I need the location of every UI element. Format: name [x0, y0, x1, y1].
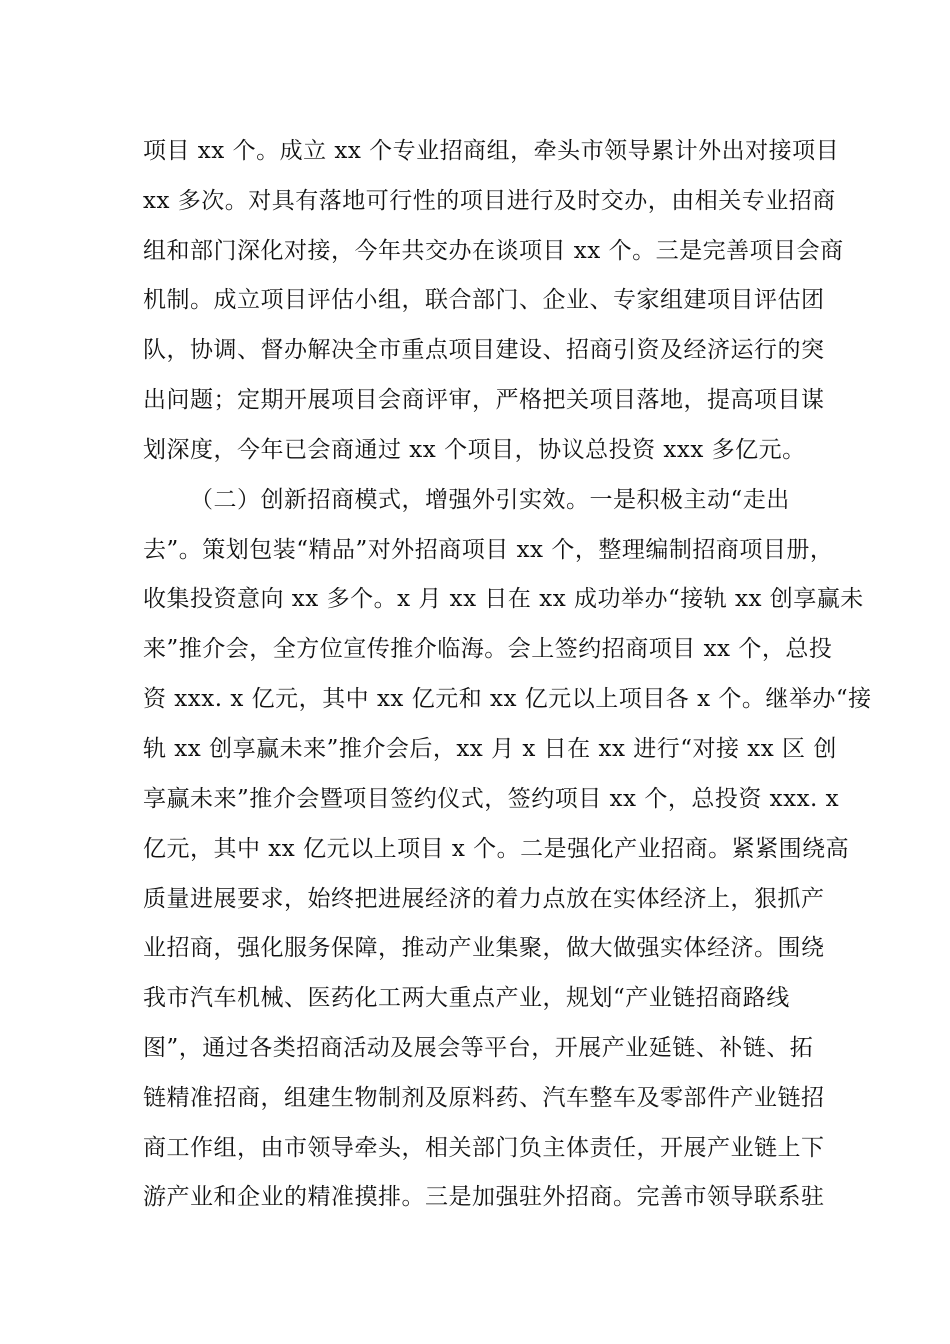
section-heading-line: （二）创新招商模式，增强外引实效。一是积极主动“走出	[190, 487, 790, 513]
text-line: 质量进展要求，始终把进展经济的着力点放在实体经济上，狠抓产	[143, 886, 825, 912]
text-line: 去”。策划包装“精品”对外招商项目 xx 个，整理编制招商项目册，	[143, 537, 834, 563]
text-line: 我市汽车机械、医药化工两大重点产业，规划“产业链招商路线	[143, 985, 790, 1011]
text-line: xx 多次。对具有落地可行性的项目进行及时交办，由相关专业招商	[143, 188, 836, 214]
text-line: 收集投资意向 xx 多个。x 月 xx 日在 xx 成功举办“接轨 xx 创享赢未	[143, 586, 864, 612]
text-line: 出问题；定期开展项目会商评审，严格把关项目落地，提高项目谋	[143, 387, 825, 413]
text-line: 轨 xx 创享赢未来”推介会后，xx 月 x 日在 xx 进行“对接 xx 区 创	[143, 736, 837, 762]
text-line: 业招商，强化服务保障，推动产业集聚，做大做强实体经济。围绕	[143, 935, 825, 961]
text-line: 划深度，今年已会商通过 xx 个项目，协议总投资 xxx 多亿元。	[143, 437, 806, 463]
text-line: 资 xxx. x 亿元，其中 xx 亿元和 xx 亿元以上项目各 x 个。继举办“接	[143, 686, 872, 712]
text-line: 组和部门深化对接，今年共交办在谈项目 xx 个。三是完善项目会商	[143, 238, 844, 264]
text-line: 队，协调、督办解决全市重点项目建设、招商引资及经济运行的突	[143, 337, 825, 363]
text-line: 来”推介会，全方位宣传推介临海。会上签约招商项目 xx 个，总投	[143, 636, 833, 662]
text-line: 机制。成立项目评估小组，联合部门、企业、专家组建项目评估团	[143, 287, 825, 313]
text-line: 项目 xx 个。成立 xx 个专业招商组，牵头市领导累计外出对接项目	[143, 138, 840, 164]
text-line: 游产业和企业的精准摸排。三是加强驻外招商。完善市领导联系驻	[143, 1184, 825, 1210]
text-line: 商工作组，由市领导牵头，相关部门负主体责任，开展产业链上下	[143, 1135, 825, 1161]
text-line: 链精准招商，组建生物制剂及原料药、汽车整车及零部件产业链招	[143, 1085, 825, 1111]
text-line: 亿元，其中 xx 亿元以上项目 x 个。二是强化产业招商。紧紧围绕高	[143, 836, 850, 862]
text-line: 图”，通过各类招商活动及展会等平台，开展产业延链、补链、拓	[143, 1035, 814, 1061]
text-line: 享赢未来”推介会暨项目签约仪式，签约项目 xx 个，总投资 xxx. x	[143, 786, 840, 812]
